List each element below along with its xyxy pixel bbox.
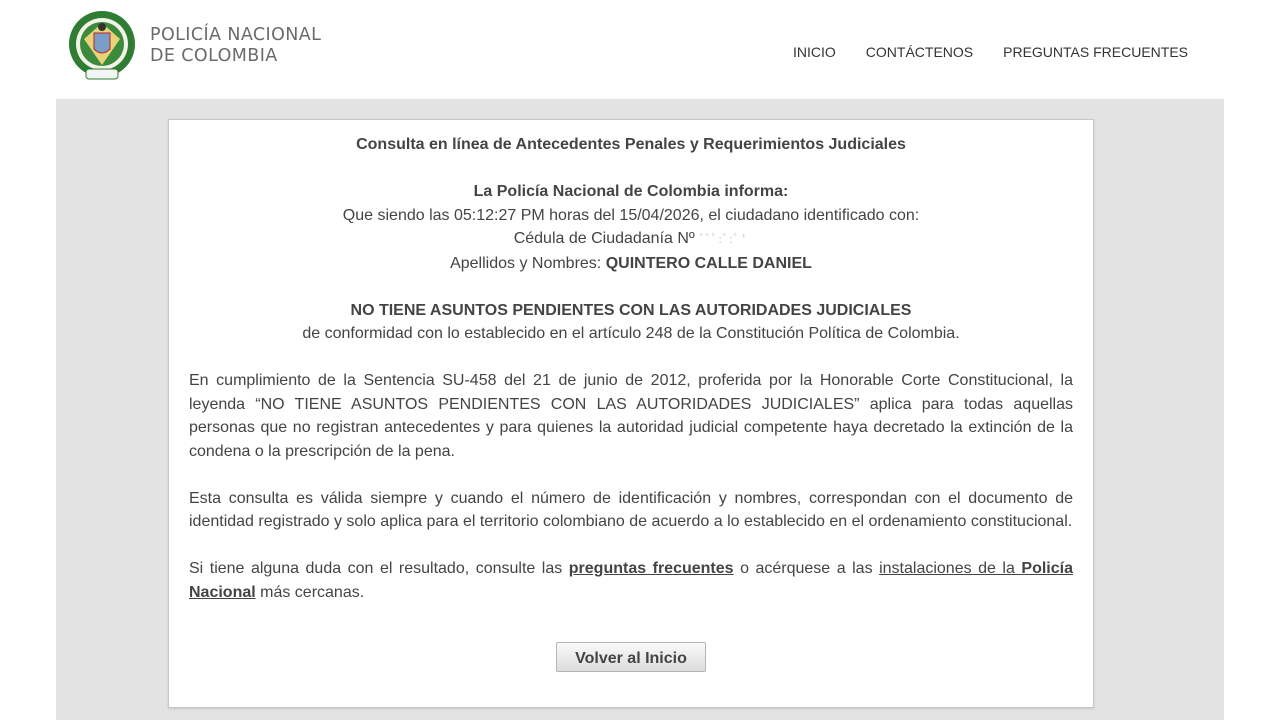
instalaciones-link-text: instalaciones de la: [879, 560, 1022, 577]
timestamp-line: Que siendo las 05:12:27 PM horas del 15/04/2026, el ciudadano identificado con:: [342, 206, 920, 224]
result-card: [168, 119, 1094, 708]
nav-preguntas-frecuentes[interactable]: PREGUNTAS FRECUENTES: [1003, 44, 1188, 60]
cedula-number-redacted: ﾞﾞﾟ:ﾞ:ﾟ': [699, 232, 749, 246]
site-header: [0, 0, 1280, 99]
result-status: NO TIENE ASUNTOS PENDIENTES CON LAS AUTORIDADES JUDICIALES: [350, 301, 912, 319]
cedula-label: Cédula de Ciudadanía Nº: [513, 230, 695, 247]
dudas-text-3: más cercanas.: [255, 583, 365, 601]
dudas-text-1: Si tiene alguna duda con el resultado, consulte las: [189, 560, 569, 577]
paragraph-validez: Esta consulta es válida siempre y cuando el número de identificación y nombres, correspondan con el documento de identidad registrado y solo aplica para el territorio colombiano de acuerdo a lo establecido en el ordenamiento constitucional.: [189, 489, 1073, 530]
informa-heading: La Policía Nacional de Colombia informa:: [473, 183, 789, 200]
names-value: QUINTERO CALLE DANIEL: [605, 254, 812, 272]
nav-contactenos[interactable]: CONTÁCTENOS: [865, 44, 974, 60]
brand-line-1: POLICÍA NACIONAL: [150, 25, 322, 45]
policia-nacional-link-text: Policía Nacional: [189, 560, 1073, 601]
names-line: [189, 252, 1073, 276]
police-seal-icon: [64, 9, 140, 83]
names-label: Apellidos y Nombres:: [450, 254, 602, 272]
logo[interactable]: [64, 9, 321, 83]
main-nav: [793, 44, 1188, 60]
preguntas-frecuentes-link[interactable]: preguntas frecuentes: [568, 560, 734, 577]
cedula-line: [189, 227, 1073, 252]
brand-line-2: DE COLOMBIA: [150, 46, 278, 66]
result-subtext: de conformidad con lo establecido en el artículo 248 de la Constitución Política de Colombia.: [302, 325, 960, 342]
brand-name: [150, 25, 321, 67]
nav-inicio[interactable]: INICIO: [793, 44, 836, 60]
paragraph-sentencia: En cumplimiento de la Sentencia SU-458 del 21 de junio de 2012, proferida por la Honorable Corte Constitucional, la leyenda “NO TIENE ASUNTOS PENDIENTES CON LAS AUTORIDADES JUDICIALES” aplica para todas aquellas personas que no registran antecedentes y para quienes la autoridad judicial competente haya decretado la extinción de la condena o la prescripción de la pena.: [189, 372, 1073, 460]
dudas-text-2: o acérquese a las: [733, 560, 880, 577]
volver-al-inicio-button[interactable]: Volver al Inicio: [556, 642, 706, 672]
page-title: Consulta en línea de Antecedentes Penales y Requerimientos Judiciales: [356, 136, 906, 153]
paragraph-dudas: [189, 557, 1073, 604]
